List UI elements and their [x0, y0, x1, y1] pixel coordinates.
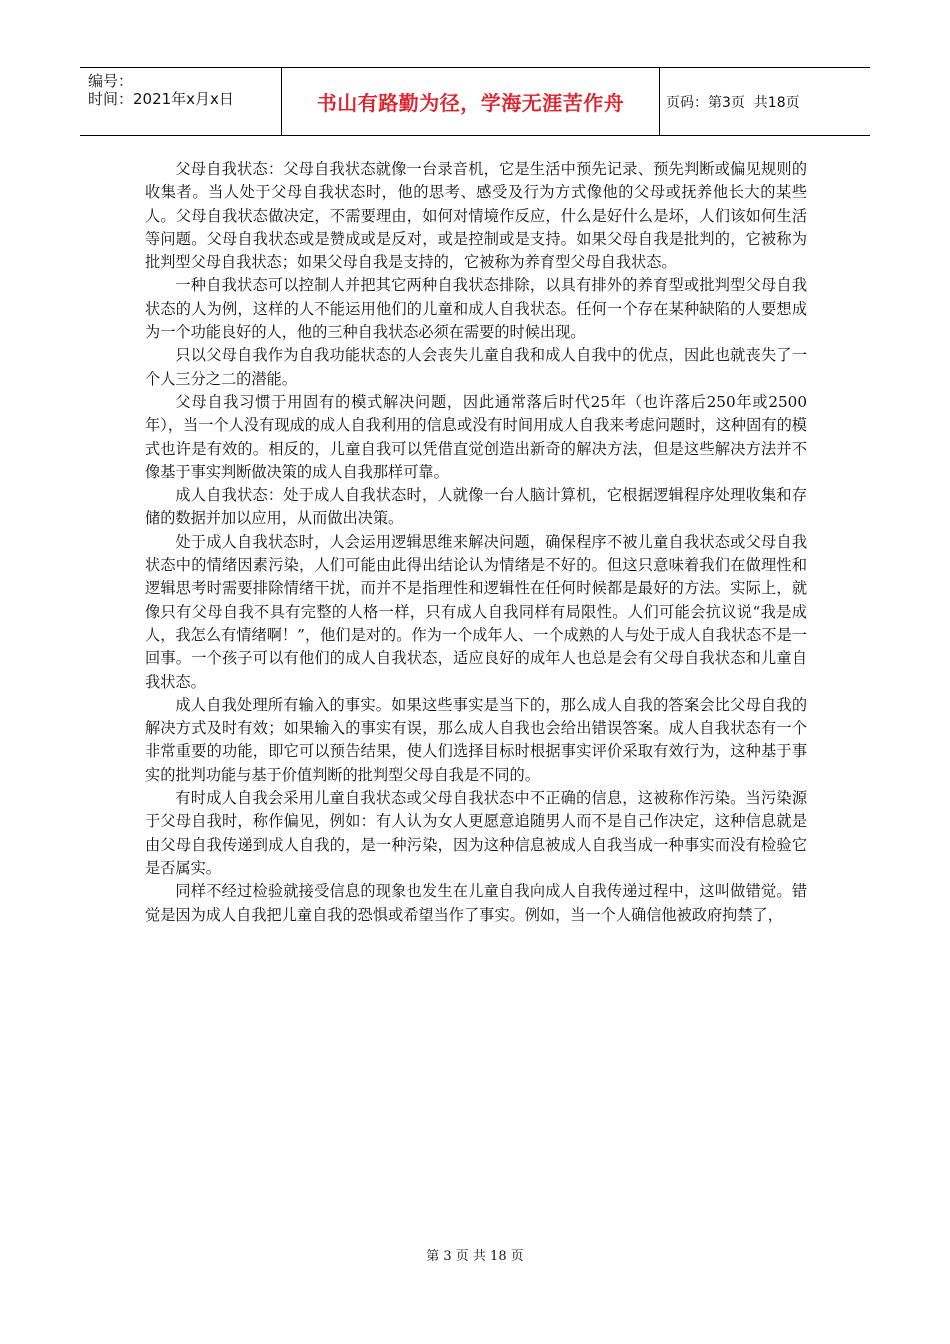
- header-meta-cell: [80, 68, 282, 135]
- body-paragraph: 一种自我状态可以控制人并把其它两种自我状态排除，以具有排外的养育型或批判型父母自我状态的人为例，这样的人不能运用他们的儿童和成人自我状态。任何一个存在某种缺陷的人要想成为一个功能良好的人，他的三种自我状态必须在需要的时候出现。: [145, 276, 807, 342]
- body-paragraph: 父母自我习惯于用固有的模式解决问题，因此通常落后时代25年（也许落后250年或2500年），当一个人没有现成的成人自我利用的信息或没有时间用成人自我来考虑问题时，这种固有的模式也许是有效的。相反的，儿童自我可以凭借直觉创造出新奇的解决方法，但是这些解决方法并不像基于事实判断做决策的成人自我那样可靠。: [145, 392, 807, 481]
- footer-page-number: 第 3 页 共 18 页: [426, 1249, 524, 1264]
- body-paragraph: 处于成人自我状态时，人会运用逻辑思维来解决问题，确保程序不被儿童自我状态或父母自我状态中的情绪因素污染，人们可能由此得出结论认为情绪是不好的。但这只意味着我们在做理性和逻辑思考时需要排除情绪干扰，而并不是指理性和逻辑性在任何时候都是最好的方法。实际上，就像只有父母自我不具有完整的人格一样，只有成人自我同样有局限性。人们可能会抗议说“我是成人，我怎么有情绪啊！”，他们是对的。作为一个成年人、一个成熟的人与处于成人自我状态不是一回事。一个孩子可以有他们的成人自我状态，适应良好的成年人也总是会有父母自我状态和儿童自我状态。: [145, 532, 807, 691]
- header-motto-cell: [282, 68, 660, 135]
- header-page-label: 页码：第3页 共18页: [666, 94, 800, 111]
- body-paragraph: 只以父母自我作为自我功能状态的人会丧失儿童自我和成人自我中的优点，因此也就丧失了一个人三分之二的潜能。: [145, 346, 807, 388]
- page-footer: [0, 1245, 950, 1264]
- header-page-cell: [660, 68, 870, 135]
- header-motto: 书山有路勤为径，学海无涯苦作舟: [316, 91, 625, 115]
- body-paragraph: 成人自我状态：处于成人自我状态时，人就像一台人脑计算机，它根据逻辑程序处理收集和存储的数据并加以应用，从而做出决策。: [145, 486, 807, 528]
- document-date-label: 时间：2021年x月x日: [88, 90, 234, 108]
- body-paragraph: 有时成人自我会采用儿童自我状态或父母自我状态中不正确的信息，这被称作污染。当污染源于父母自我时，称作偏见，例如：有人认为女人更愿意追随男人而不是自己作决定，这种信息就是由父母自我传递到成人自我的，是一种污染，因为这种信息被成人自我当成一种事实而没有检验它是否属实。: [145, 789, 807, 877]
- header-table: [80, 67, 870, 136]
- document-number-label: 编号：: [88, 72, 134, 90]
- body-paragraph: 父母自我状态：父母自我状态就像一台录音机，它是生活中预先记录、预先判断或偏见规则的收集者。当人处于父母自我状态时，他的思考、感受及行为方式像他的父母或抚养他长大的某些人。父母自我状态做决定，不需要理由，如何对情境作反应，什么是好什么是坏，人们该如何生活等问题。父母自我状态或是赞成或是反对，或是控制或是支持。如果父母自我是批判的，它被称为批判型父母自我状态；如果父母自我是支持的，它被称为养育型父母自我状态。: [145, 160, 807, 272]
- body-paragraph: 同样不经过检验就接受信息的现象也发生在儿童自我向成人自我传递过程中，这叫做错觉。错觉是因为成人自我把儿童自我的恐惧或希望当作了事实。例如，当一个人确信他被政府拘禁了，: [145, 882, 807, 924]
- document-body: [145, 158, 807, 927]
- body-paragraph: 成人自我处理所有输入的事实。如果这些事实是当下的，那么成人自我的答案会比父母自我的解决方式及时有效；如果输入的事实有误，那么成人自我也会给出错误答案。成人自我状态有一个非常重要的功能，即它可以预告结果，使人们选择目标时根据事实评价采取有效行为，这种基于事实的批判功能与基于价值判断的批判型父母自我是不同的。: [145, 695, 807, 784]
